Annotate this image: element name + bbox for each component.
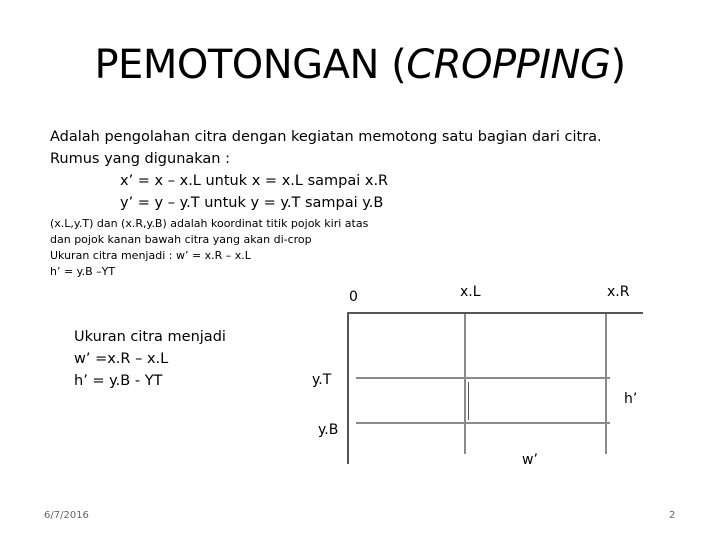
intro-line-1: Adalah pengolahan citra dengan kegiatan memotong satu bagian dari citra. <box>50 129 602 145</box>
title-close: ) <box>610 42 626 88</box>
w-prime-label: w’ <box>522 452 538 468</box>
crop-box-left-edge <box>468 382 469 420</box>
size-heading: Ukuran citra menjadi <box>74 329 226 345</box>
yT-guide-line <box>356 377 610 379</box>
title-main: PEMOTONGAN ( <box>94 42 407 88</box>
yT-label: y.T <box>312 372 332 388</box>
size-w: w’ =x.R – x.L <box>74 351 169 367</box>
x-axis <box>347 312 643 314</box>
xL-label: x.L <box>460 284 481 300</box>
page-number: 2 <box>669 510 676 521</box>
title-italic: CROPPING <box>406 42 611 88</box>
note-line-3: Ukuran citra menjadi : w’ = x.R – x.L <box>50 249 251 262</box>
yB-label: y.B <box>318 422 339 438</box>
size-h: h’ = y.B - YT <box>74 373 163 389</box>
formula-y: y’ = y – y.T untuk y = y.T sampai y.B <box>120 195 384 211</box>
formula-x: x’ = x – x.L untuk x = x.L sampai x.R <box>120 173 389 189</box>
xR-guide-line <box>605 314 607 454</box>
y-axis <box>347 312 349 464</box>
note-line-1: (x.L,y.T) dan (x.R,y.B) adalah koordinat titik pojok kiri atas <box>50 217 369 230</box>
note-line-4: h’ = y.B –YT <box>50 265 116 278</box>
intro-line-2: Rumus yang digunakan : <box>50 151 230 167</box>
yB-guide-line <box>356 422 610 424</box>
h-prime-label: h’ <box>624 391 638 407</box>
xL-guide-line <box>464 314 466 454</box>
note-line-2: dan pojok kanan bawah citra yang akan di-crop <box>50 233 312 246</box>
origin-label: 0 <box>349 289 358 305</box>
footer-date: 6/7/2016 <box>44 510 89 521</box>
xR-label: x.R <box>607 284 630 300</box>
slide-title <box>0 42 720 88</box>
